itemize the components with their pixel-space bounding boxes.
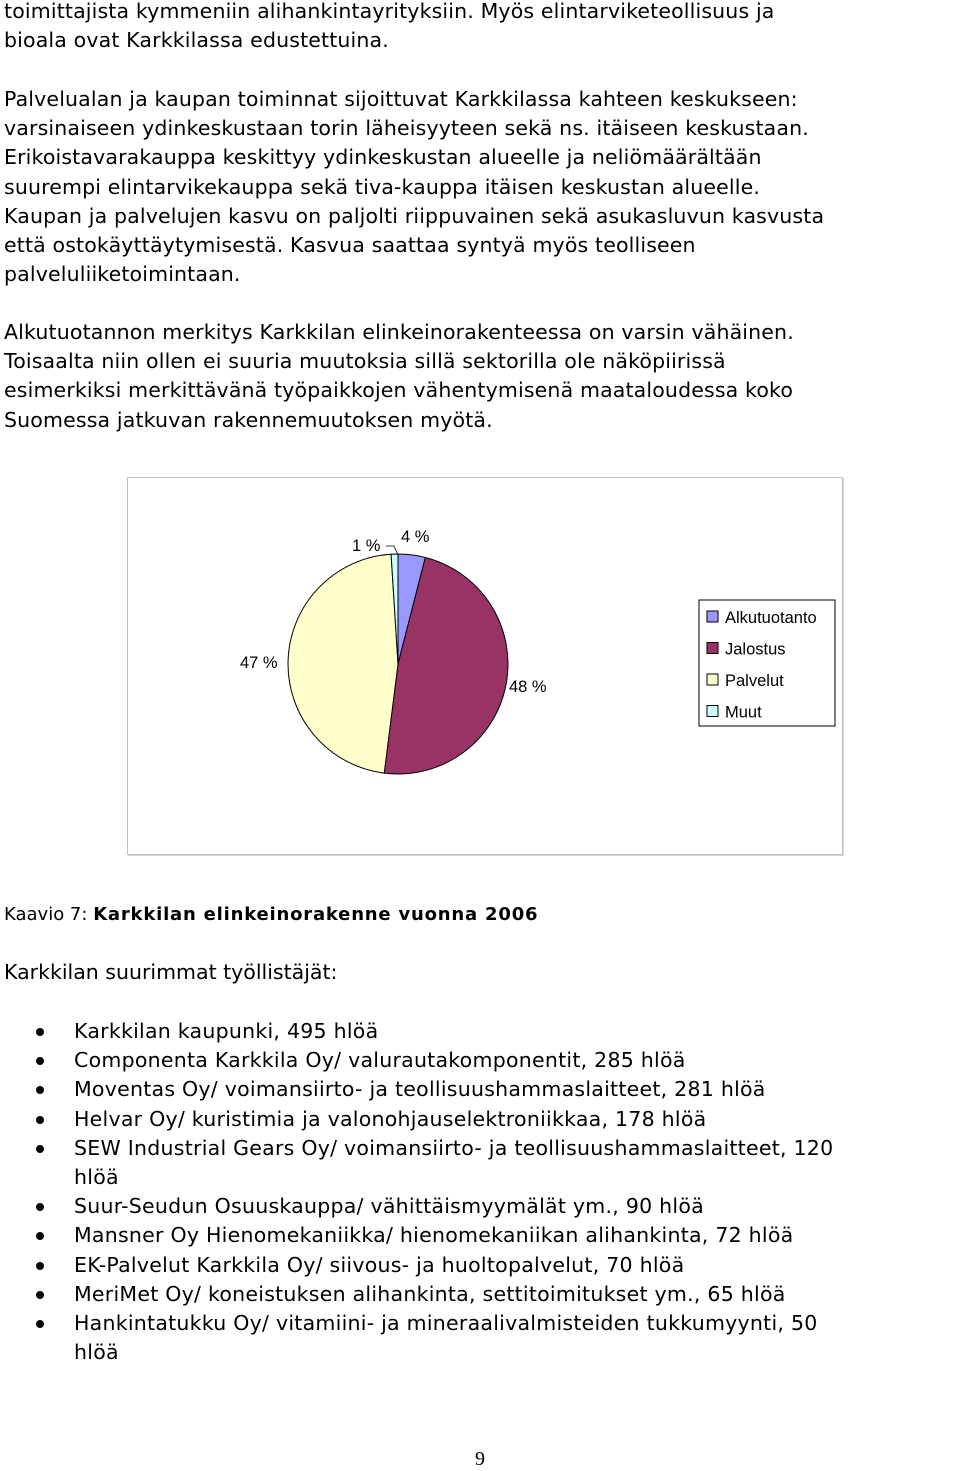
legend-label: Muut: [725, 703, 762, 722]
bullet-icon: [36, 1291, 44, 1299]
primary-production-paragraph: [4, 318, 956, 435]
pie-chart: [128, 478, 842, 854]
legend-label: Palvelut: [725, 672, 784, 690]
pie-chart-frame: [127, 477, 843, 855]
bullet-icon: [36, 1320, 44, 1328]
employer-list-item: [40, 1192, 956, 1221]
legend-swatch: [707, 611, 718, 622]
bullet-icon: [36, 1028, 44, 1036]
employer-list-item: [40, 1134, 956, 1192]
employer-text: hlöä: [74, 1165, 119, 1190]
bullet-icon: [36, 1057, 44, 1065]
employer-text: hlöä: [74, 1340, 119, 1365]
bullet-icon: [36, 1145, 44, 1153]
paragraph-line: bioala ovat Karkkilassa edustettuina.: [4, 28, 389, 53]
employer-list-item: [40, 1251, 956, 1280]
employer-text: MeriMet Oy/ koneistuksen alihankinta, settitoimitukset ym., 65 hlöä: [74, 1281, 786, 1306]
pie-slice-palvelut: [288, 554, 398, 773]
employer-text: Karkkilan kaupunki, 495 hlöä: [74, 1019, 379, 1043]
intro-paragraph: [4, 0, 956, 55]
employer-list-item: [40, 1280, 956, 1309]
employer-list-item: [40, 1309, 956, 1367]
pie-data-label: 1 %: [352, 537, 381, 555]
legend-label: Jalostus: [725, 640, 786, 659]
employer-text: Mansner Oy Hienomekaniikka/ hienomekaniikan alihankinta, 72 hlöä: [74, 1223, 794, 1248]
bullet-icon: [36, 1232, 44, 1240]
employer-list-item: [40, 1046, 956, 1075]
employer-list-item: [40, 1075, 956, 1104]
figure-caption: [4, 904, 538, 925]
employer-text: Hankintatukku Oy/ vitamiini- ja mineraalivalmisteiden tukkumyynti, 50: [74, 1311, 818, 1336]
employers-heading: Karkkilan suurimmat työllistäjät:: [4, 960, 338, 984]
services-paragraph: [4, 85, 956, 289]
paragraph-line: esimerkiksi merkittävänä työpaikkojen vähentymisenä maataloudessa koko: [4, 378, 794, 403]
employer-list-item: [40, 1017, 956, 1046]
paragraph-line: Suomessa jatkuvan rakennemuutoksen myötä.: [4, 407, 493, 432]
paragraph-line: Erikoistavarakauppa keskittyy ydinkeskustan alueelle ja neliömäärältään: [4, 145, 762, 170]
employer-text: EK-Palvelut Karkkila Oy/ siivous- ja huoltopalvelut, 70 hlöä: [74, 1252, 685, 1277]
bullet-icon: [36, 1203, 44, 1211]
caption-prefix: Kaavio 7:: [4, 904, 94, 925]
bullet-icon: [36, 1262, 44, 1270]
bullet-icon: [36, 1086, 44, 1094]
employer-text: Helvar Oy/ kuristimia ja valonohjauselektroniikkaa, 178 hlöä: [74, 1106, 707, 1131]
employer-list-item: [40, 1221, 956, 1250]
employer-text: Componenta Karkkila Oy/ valurautakomponentit, 285 hlöä: [74, 1048, 686, 1073]
legend-swatch: [707, 706, 718, 717]
employer-text: Moventas Oy/ voimansiirto- ja teollisuushammaslaitteet, 281 hlöä: [74, 1077, 766, 1102]
pie-data-label: 4 %: [401, 528, 430, 546]
legend-swatch: [707, 674, 718, 685]
paragraph-line: että ostokäyttäytymisestä. Kasvua saattaa syntyä myös teolliseen: [4, 233, 696, 258]
legend-swatch: [707, 643, 718, 654]
pie-data-label: 47 %: [240, 654, 278, 672]
caption-title: Karkkilan elinkeinorakenne vuonna 2006: [93, 904, 539, 925]
paragraph-line: toimittajista kymmeniin alihankintayrityksiin. Myös elintarviketeollisuus ja: [4, 0, 775, 23]
page-number: 9: [475, 1448, 485, 1470]
employers-list: [40, 1017, 956, 1367]
employer-list-item: [40, 1105, 956, 1134]
legend-label: Alkutuotanto: [725, 609, 817, 627]
paragraph-line: Kaupan ja palvelujen kasvu on paljolti riippuvainen sekä asukasluvun kasvusta: [4, 203, 825, 228]
employer-text: SEW Industrial Gears Oy/ voimansiirto- ja teollisuushammaslaitteet, 120: [74, 1135, 834, 1160]
bullet-icon: [36, 1116, 44, 1124]
employer-text: Suur-Seudun Osuuskauppa/ vähittäismyymälät ym., 90 hlöä: [74, 1194, 704, 1219]
paragraph-line: suurempi elintarvikekauppa sekä tiva-kauppa itäisen keskustan alueelle.: [4, 174, 760, 199]
paragraph-line: Toisaalta niin ollen ei suuria muutoksia sillä sektorilla ole näköpiirissä: [4, 349, 726, 374]
pie-data-label: 48 %: [509, 678, 547, 696]
paragraph-line: Alkutuotannon merkitys Karkkilan elinkeinorakenteessa on varsin vähäinen.: [4, 320, 794, 344]
paragraph-line: varsinaiseen ydinkeskustaan torin läheisyyteen sekä ns. itäiseen keskustaan.: [4, 116, 809, 141]
paragraph-line: palveluliiketoimintaan.: [4, 262, 241, 287]
paragraph-line: Palvelualan ja kaupan toiminnat sijoittuvat Karkkilassa kahteen keskukseen:: [4, 87, 798, 111]
